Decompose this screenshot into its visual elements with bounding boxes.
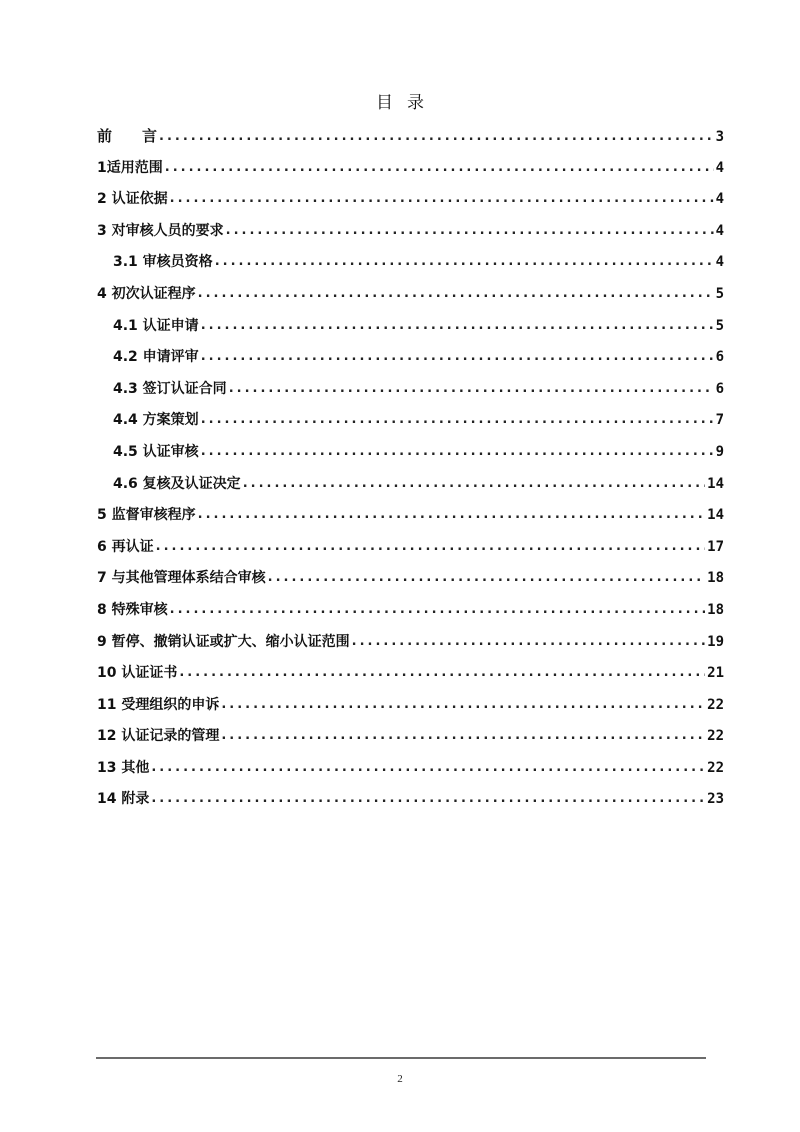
toc-leader-dots	[221, 689, 705, 721]
toc-entry-label: 4.4 方案策划	[113, 412, 199, 429]
toc-entry-label: 1适用范围	[97, 159, 163, 176]
toc-entry-label: 3.1 审核员资格	[113, 254, 213, 271]
toc-entry-label: 4.1 认证申请	[113, 317, 199, 334]
toc-entry-11[interactable]	[97, 690, 724, 722]
toc-entry-page: 5	[715, 285, 724, 302]
toc-entry-label: 12 认证记录的管理	[97, 728, 220, 745]
toc-leader-dots	[243, 468, 705, 500]
toc-entry-3-1[interactable]	[97, 247, 724, 279]
toc-entry-page: 19	[707, 633, 724, 650]
toc-entry-label: 前 言	[97, 127, 158, 145]
toc-entry-page: 22	[707, 696, 724, 713]
toc-leader-dots	[151, 752, 705, 784]
toc-leader-dots	[198, 278, 714, 310]
toc-leader-dots	[198, 499, 706, 531]
toc-entry-9[interactable]	[97, 627, 724, 659]
toc-entry-4-3[interactable]	[97, 374, 724, 406]
toc-entry-page: 21	[707, 665, 724, 682]
toc-entry-label: 6 再认证	[97, 538, 154, 555]
toc-leader-dots	[215, 246, 714, 278]
toc-entry-label: 4.3 签订认证合同	[113, 380, 227, 397]
toc-entry-label: 8 特殊审核	[97, 601, 168, 618]
toc-entry-page: 14	[707, 507, 724, 524]
toc-entry-preface[interactable]	[97, 121, 724, 153]
toc-leader-dots	[352, 626, 706, 658]
toc-entry-page: 4	[715, 159, 724, 176]
toc-entry-label: 4 初次认证程序	[97, 285, 196, 302]
toc-entry-page: 6	[715, 349, 724, 366]
toc-entry-10[interactable]	[97, 658, 724, 690]
toc-entry-13[interactable]	[97, 753, 724, 785]
toc-entry-page: 9	[715, 443, 724, 460]
toc-entry-4-4[interactable]	[97, 405, 724, 437]
toc-entry-3[interactable]	[97, 216, 724, 248]
toc-entry-page: 4	[715, 222, 724, 239]
toc-leader-dots	[229, 373, 714, 405]
toc-leader-dots	[159, 121, 714, 153]
toc-entry-label: 7 与其他管理体系结合审核	[97, 570, 266, 587]
toc-entry-page: 17	[707, 538, 724, 555]
toc-entry-label: 5 监督审核程序	[97, 507, 196, 524]
toc-entry-6[interactable]	[97, 532, 724, 564]
toc-entry-4[interactable]	[97, 279, 724, 311]
toc-entry-page: 4	[715, 191, 724, 208]
toc-entry-label: 9 暂停、撤销认证或扩大、缩小认证范围	[97, 633, 350, 650]
toc-entry-label: 10 认证证书	[97, 665, 178, 682]
toc-entry-label: 11 受理组织的申诉	[97, 696, 220, 713]
footer-divider	[96, 1057, 706, 1059]
toc-leader-dots	[165, 152, 714, 184]
toc-entry-page: 14	[707, 475, 724, 492]
toc-leader-dots	[268, 562, 706, 594]
footer-page-number: 2	[397, 1073, 403, 1085]
toc-entry-page: 23	[707, 791, 724, 808]
toc-entry-label: 4.2 申请评审	[113, 349, 199, 366]
toc-entry-page: 18	[707, 570, 724, 587]
toc-leader-dots	[201, 341, 714, 373]
toc-leader-dots	[170, 183, 714, 215]
toc-entry-4-6[interactable]	[97, 469, 724, 501]
toc-entry-label: 13 其他	[97, 759, 150, 776]
toc-entry-2[interactable]	[97, 184, 724, 216]
toc-entry-label: 3 对审核人员的要求	[97, 222, 224, 239]
toc-entry-page: 5	[715, 317, 724, 334]
toc-entry-1[interactable]	[97, 153, 724, 185]
toc-entry-8[interactable]	[97, 595, 724, 627]
toc-leader-dots	[221, 720, 705, 752]
toc-leader-dots	[201, 310, 714, 342]
toc-entry-page: 22	[707, 728, 724, 745]
toc-entry-7[interactable]	[97, 563, 724, 595]
toc-leader-dots	[151, 783, 705, 815]
toc-entry-label: 14 附录	[97, 791, 150, 808]
toc-entry-12[interactable]	[97, 721, 724, 753]
toc-entry-14[interactable]	[97, 784, 724, 816]
toc-entry-label: 4.5 认证审核	[113, 443, 199, 460]
toc-title: 目录	[376, 93, 438, 113]
toc-entry-page: 7	[715, 412, 724, 429]
toc-entry-page: 6	[715, 380, 724, 397]
toc-leader-dots	[179, 657, 705, 689]
toc-entry-page: 22	[707, 759, 724, 776]
toc-entry-label: 2 认证依据	[97, 191, 168, 208]
toc-leader-dots	[156, 531, 706, 563]
toc-leader-dots	[201, 436, 714, 468]
toc-leader-dots	[170, 594, 706, 626]
toc-entry-4-1[interactable]	[97, 311, 724, 343]
toc-entry-4-5[interactable]	[97, 437, 724, 469]
toc-leader-dots	[201, 404, 714, 436]
toc-entry-label: 4.6 复核及认证决定	[113, 475, 241, 492]
toc-entry-page: 18	[707, 601, 724, 618]
toc-entry-5[interactable]	[97, 500, 724, 532]
toc-entry-page: 3	[715, 129, 724, 145]
table-of-contents	[97, 121, 724, 816]
toc-leader-dots	[226, 215, 714, 247]
toc-entry-page: 4	[715, 254, 724, 271]
toc-entry-4-2[interactable]	[97, 342, 724, 374]
